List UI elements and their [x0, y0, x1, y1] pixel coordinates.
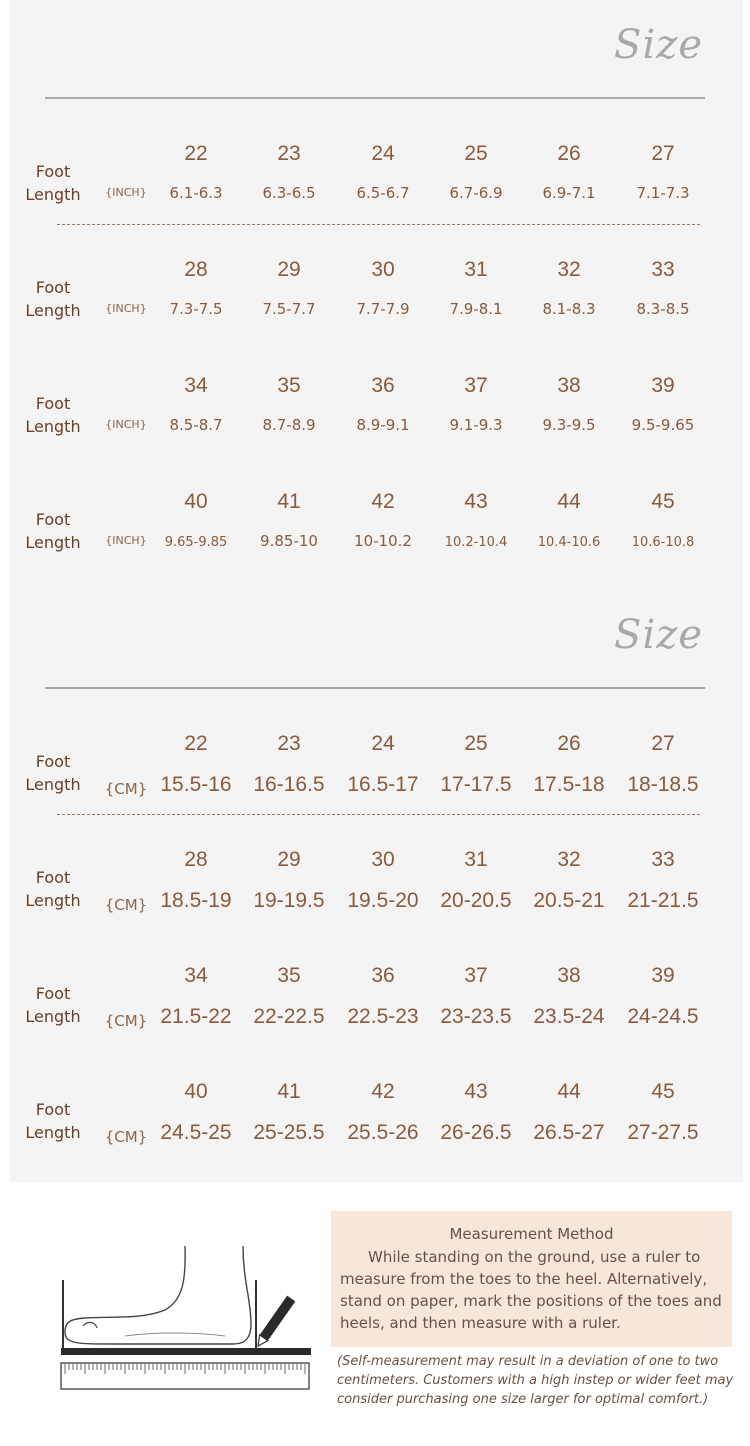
length-range: 8.7-8.9 — [262, 416, 316, 434]
size-number: 38 — [557, 964, 581, 987]
size-number: 26 — [557, 732, 581, 755]
length-range: 7.9-8.1 — [449, 300, 503, 318]
foot-label-line: Foot — [35, 1100, 71, 1119]
size-number: 29 — [277, 848, 301, 871]
unit-label: {INCH} — [105, 302, 147, 315]
length-range: 9.85-10 — [260, 532, 318, 550]
inch-size-panel — [10, 0, 743, 590]
length-range: 8.3-8.5 — [636, 300, 690, 318]
length-range: 23.5-24 — [533, 1005, 605, 1028]
length-range: 10-10.2 — [354, 532, 412, 550]
length-range: 18.5-19 — [160, 889, 232, 912]
length-range: 25-25.5 — [253, 1121, 325, 1144]
inch-size-table — [10, 130, 743, 594]
size-number: 24 — [371, 142, 395, 165]
size-title: Size — [614, 22, 703, 68]
length-range: 23-23.5 — [440, 1005, 512, 1028]
title-divider — [45, 687, 705, 689]
foot-measurement-illustration — [55, 1240, 317, 1395]
unit-label: {CM} — [104, 780, 148, 798]
foot-label-line: Foot — [35, 868, 71, 887]
size-row — [10, 836, 743, 952]
size-row — [10, 130, 743, 246]
length-range: 26.5-27 — [533, 1121, 605, 1144]
size-number: 23 — [277, 732, 301, 755]
size-number: 36 — [371, 964, 395, 987]
size-number: 25 — [464, 732, 488, 755]
length-range: 19-19.5 — [253, 889, 325, 912]
length-range: 6.9-7.1 — [542, 184, 596, 202]
length-range: 26-26.5 — [440, 1121, 512, 1144]
foot-label-line: Foot — [35, 162, 71, 181]
foot-label-line: Foot — [35, 510, 71, 529]
length-label-line: Length — [25, 417, 81, 436]
length-range: 6.5-6.7 — [356, 184, 410, 202]
size-number: 32 — [557, 848, 581, 871]
foot-label-line: Foot — [35, 278, 71, 297]
size-number: 28 — [184, 848, 208, 871]
length-range: 7.7-7.9 — [356, 300, 410, 318]
size-number: 40 — [184, 490, 208, 513]
size-number: 27 — [651, 142, 675, 165]
size-number: 26 — [557, 142, 581, 165]
size-number: 35 — [277, 964, 301, 987]
length-range: 20.5-21 — [533, 889, 605, 912]
foot-length-label — [18, 276, 88, 322]
size-number: 24 — [371, 732, 395, 755]
length-range: 6.7-6.9 — [449, 184, 503, 202]
size-number: 45 — [651, 1080, 675, 1103]
size-number: 25 — [464, 142, 488, 165]
length-range: 21-21.5 — [627, 889, 699, 912]
size-row — [10, 952, 743, 1068]
length-label-line: Length — [25, 185, 81, 204]
length-range: 20-20.5 — [440, 889, 512, 912]
size-number: 30 — [371, 258, 395, 281]
foot-length-label — [18, 1098, 88, 1144]
length-range: 10.6-10.8 — [631, 535, 695, 550]
size-number: 43 — [464, 490, 488, 513]
unit-label: {CM} — [104, 1012, 148, 1030]
size-number: 43 — [464, 1080, 488, 1103]
length-range: 19.5-20 — [347, 889, 419, 912]
size-number: 38 — [557, 374, 581, 397]
length-label-line: Length — [25, 301, 81, 320]
length-range: 24-24.5 — [627, 1005, 699, 1028]
foot-length-label — [18, 160, 88, 206]
length-label-line: Length — [25, 533, 81, 552]
title-divider — [45, 97, 705, 99]
foot-length-label — [18, 508, 88, 554]
length-range: 17.5-18 — [533, 773, 605, 796]
size-row — [10, 478, 743, 594]
length-range: 17-17.5 — [440, 773, 512, 796]
dotted-divider — [57, 814, 700, 815]
length-range: 15.5-16 — [160, 773, 232, 796]
length-label-line: Length — [25, 775, 81, 794]
dotted-divider — [57, 224, 700, 225]
size-title: Size — [614, 612, 703, 658]
length-range: 8.9-9.1 — [356, 416, 410, 434]
size-number: 30 — [371, 848, 395, 871]
size-number: 32 — [557, 258, 581, 281]
cm-size-panel — [10, 590, 743, 1182]
length-range: 18-18.5 — [627, 773, 699, 796]
length-range: 6.3-6.5 — [262, 184, 316, 202]
size-number: 44 — [557, 1080, 581, 1103]
unit-label: {INCH} — [105, 534, 147, 547]
size-number: 28 — [184, 258, 208, 281]
length-range: 9.65-9.85 — [164, 535, 228, 550]
foot-label-line: Foot — [35, 752, 71, 771]
size-number: 41 — [277, 490, 301, 513]
length-range: 21.5-22 — [160, 1005, 232, 1028]
foot-length-label — [18, 392, 88, 438]
size-number: 27 — [651, 732, 675, 755]
foot-label-line: Foot — [35, 394, 71, 413]
length-range: 16-16.5 — [253, 773, 325, 796]
unit-label: {CM} — [104, 896, 148, 914]
size-number: 34 — [184, 964, 208, 987]
foot-length-label — [18, 750, 88, 796]
length-label-line: Length — [25, 1123, 81, 1142]
length-range: 22.5-23 — [347, 1005, 419, 1028]
length-range: 8.1-8.3 — [542, 300, 596, 318]
length-range: 9.1-9.3 — [449, 416, 503, 434]
foot-length-label — [18, 866, 88, 912]
length-range: 7.3-7.5 — [169, 300, 223, 318]
size-number: 31 — [464, 258, 488, 281]
size-row — [10, 362, 743, 478]
length-range: 9.5-9.65 — [631, 416, 695, 434]
size-row — [10, 246, 743, 362]
size-number: 44 — [557, 490, 581, 513]
size-number: 37 — [464, 374, 488, 397]
size-number: 22 — [184, 732, 208, 755]
foot-length-label — [18, 982, 88, 1028]
size-number: 42 — [371, 490, 395, 513]
unit-label: {INCH} — [105, 186, 147, 199]
size-row — [10, 720, 743, 836]
length-range: 6.1-6.3 — [169, 184, 223, 202]
length-range: 25.5-26 — [347, 1121, 419, 1144]
size-number: 42 — [371, 1080, 395, 1103]
unit-label: {CM} — [104, 1128, 148, 1146]
size-number: 39 — [651, 374, 675, 397]
size-number: 39 — [651, 964, 675, 987]
cm-size-table — [10, 720, 743, 1184]
measurement-note: (Self-measurement may result in a deviation of one to two centimeters. Customers with a high instep or wider feet may consider purchasing one size larger for optimal comfort.) — [337, 1354, 734, 1407]
foot-label-line: Foot — [35, 984, 71, 1003]
size-number: 33 — [651, 848, 675, 871]
length-range: 16.5-17 — [347, 773, 419, 796]
measurement-method-box — [331, 1211, 732, 1347]
length-range: 7.5-7.7 — [262, 300, 316, 318]
length-range: 10.2-10.4 — [444, 535, 508, 550]
size-number: 22 — [184, 142, 208, 165]
length-label-line: Length — [25, 1007, 81, 1026]
length-range: 27-27.5 — [627, 1121, 699, 1144]
size-number: 45 — [651, 490, 675, 513]
size-number: 35 — [277, 374, 301, 397]
measurement-method-title: Measurement Method — [449, 1225, 614, 1243]
size-row — [10, 1068, 743, 1184]
length-range: 9.3-9.5 — [542, 416, 596, 434]
length-range: 22-22.5 — [253, 1005, 325, 1028]
length-range: 8.5-8.7 — [169, 416, 223, 434]
measurement-method-body: While standing on the ground, use a ruler to measure from the toes to the heel. Alternatively, stand on paper, mark the positions of the toes and heels, and then measure with a ruler. — [340, 1248, 722, 1332]
size-number: 33 — [651, 258, 675, 281]
size-number: 41 — [277, 1080, 301, 1103]
length-range: 10.4-10.6 — [537, 535, 601, 550]
size-number: 34 — [184, 374, 208, 397]
unit-label: {INCH} — [105, 418, 147, 431]
length-range: 24.5-25 — [160, 1121, 232, 1144]
size-number: 36 — [371, 374, 395, 397]
length-label-line: Length — [25, 891, 81, 910]
size-number: 23 — [277, 142, 301, 165]
size-number: 31 — [464, 848, 488, 871]
size-number: 40 — [184, 1080, 208, 1103]
length-range: 7.1-7.3 — [636, 184, 690, 202]
size-number: 37 — [464, 964, 488, 987]
size-number: 29 — [277, 258, 301, 281]
